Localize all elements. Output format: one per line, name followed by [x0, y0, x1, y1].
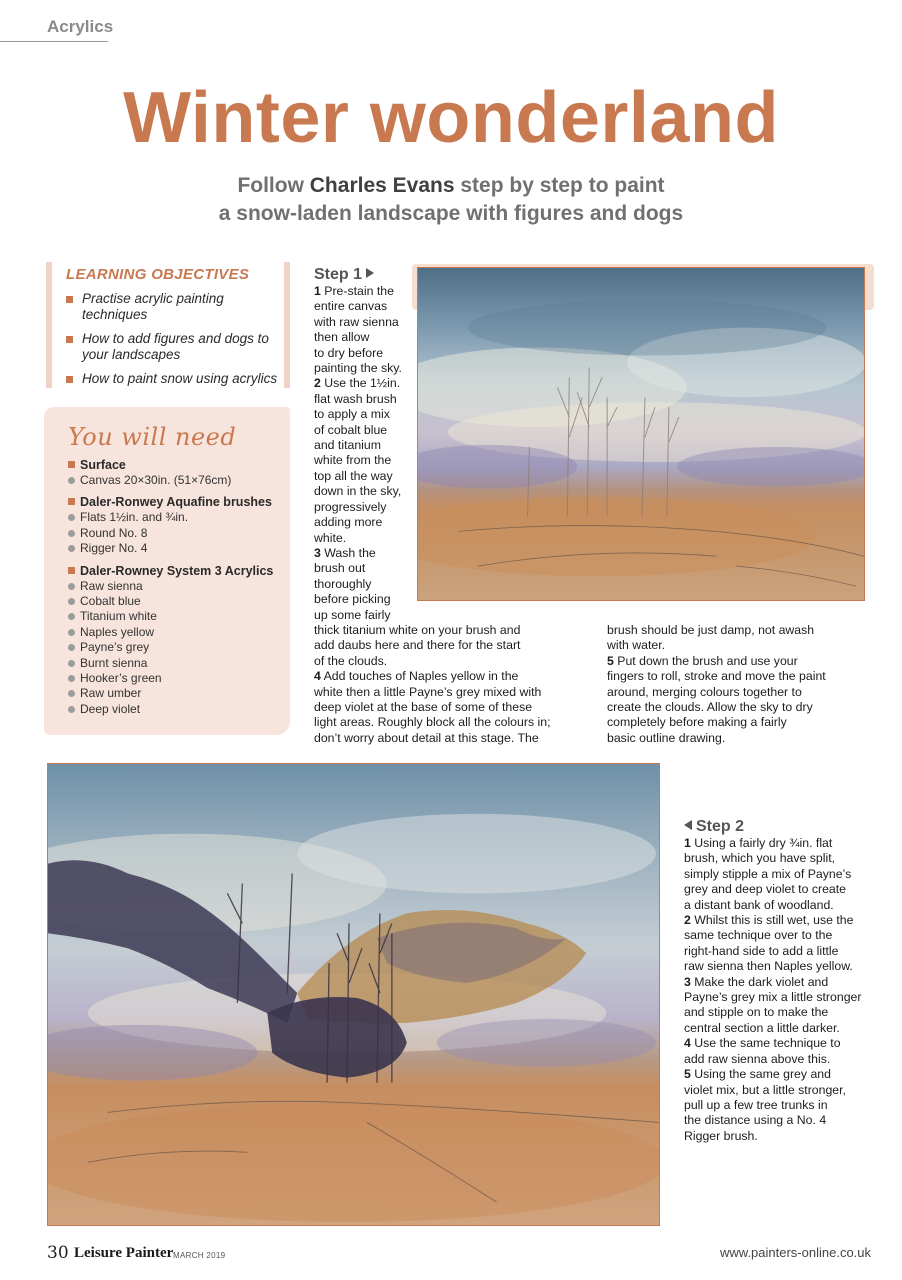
material-item: Flats 1½in. and ¾in.: [68, 510, 290, 525]
text-line-content: and stipple on to make the: [684, 1005, 829, 1020]
text-line-content: top all the way: [314, 468, 393, 483]
text-line: [684, 1129, 884, 1144]
you-will-need-heading: You will need: [68, 423, 237, 451]
text-line: [607, 669, 869, 684]
text-line: [684, 1083, 884, 1098]
text-line: [314, 500, 412, 515]
text-line: [314, 376, 412, 391]
surface-list: [68, 473, 290, 488]
text-line-content: fingers to roll, stroke and move the paint: [607, 669, 826, 684]
objective-item: How to add figures and dogs to your landscapes: [66, 331, 284, 363]
material-item: Rigger No. 4: [68, 541, 290, 556]
text-line: [684, 1052, 884, 1067]
text-line-content: brush, which you have split,: [684, 851, 836, 866]
text-line: [684, 1113, 884, 1128]
step1-text-narrow: [314, 284, 412, 623]
text-line-content: around, merging colours together to: [607, 684, 802, 699]
text-line-content: raw sienna then Naples yellow.: [684, 959, 853, 974]
text-line-content: painting the sky.: [314, 361, 402, 376]
step1-text-right: [607, 623, 869, 746]
text-line: [314, 284, 412, 299]
material-item: Naples yellow: [68, 625, 290, 640]
text-line-content: Add touches of Naples yellow in the: [320, 669, 519, 684]
text-line-content: Use the same technique to: [690, 1036, 841, 1051]
text-line-content: white from the: [314, 453, 392, 468]
text-line: [314, 715, 596, 730]
text-line-content: add raw sienna above this.: [684, 1051, 831, 1066]
text-line-content: central section a little darker.: [684, 1020, 840, 1035]
text-line-content: deep violet at the base of some of these: [314, 700, 533, 715]
text-line-content: Using a fairly dry ¾in. flat: [690, 836, 833, 850]
text-line-content: thoroughly: [314, 576, 372, 591]
arrow-left-icon: [684, 820, 692, 830]
step-number: 5: [684, 1067, 691, 1082]
text-line: [684, 882, 884, 897]
text-line-content: of the clouds.: [314, 653, 388, 668]
magazine-name: Leisure Painter: [74, 1245, 174, 1261]
text-line-content: Make the dark violet and: [690, 974, 829, 989]
text-line-content: white then a little Payne’s grey mixed with: [314, 684, 542, 699]
material-item: Round No. 8: [68, 526, 290, 541]
arrow-right-icon: [366, 268, 374, 278]
text-line: [684, 836, 884, 851]
text-line-content: the distance using a No. 4: [684, 1113, 827, 1128]
website-url: www.painters-online.co.uk: [720, 1245, 872, 1260]
text-line-content: pull up a few tree trunks in: [684, 1097, 828, 1112]
text-line: [314, 407, 412, 422]
material-item: Payne’s grey: [68, 640, 290, 655]
issue-date: MARCH 2019: [173, 1251, 226, 1260]
text-line: [314, 315, 412, 330]
material-item: Burnt sienna: [68, 656, 290, 671]
text-line-content: Put down the brush and use your: [613, 653, 798, 668]
step-number: 1: [314, 284, 321, 298]
text-line-content: Wash the: [320, 545, 376, 560]
text-line-content: simply stipple a mix of Payne’s: [684, 866, 852, 881]
text-line-content: right-hand side to add a little: [684, 943, 839, 958]
text-line: [314, 453, 412, 468]
text-line: [314, 592, 412, 607]
material-item: Deep violet: [68, 702, 290, 717]
standfirst-post: step by step to paint: [454, 174, 665, 197]
text-line-content: to apply a mix: [314, 407, 390, 422]
text-line-content: progressively: [314, 499, 387, 514]
material-item: Canvas 20×30in. (51×76cm): [68, 473, 290, 488]
text-line-content: of cobalt blue: [314, 422, 388, 437]
material-item: Titanium white: [68, 609, 290, 624]
text-line-content: brush out: [314, 561, 366, 576]
text-line: [314, 346, 412, 361]
step1-heading-text: Step 1: [314, 266, 363, 283]
step-number: 2: [684, 913, 691, 928]
text-line-content: light areas. Roughly block all the colours in;: [314, 715, 551, 730]
material-item: Raw sienna: [68, 579, 290, 594]
text-line-content: brush should be just damp, not awash: [607, 623, 815, 637]
text-line: [314, 299, 412, 314]
step-number: 1: [684, 836, 691, 850]
text-line: [314, 638, 596, 653]
step-number: 3: [684, 974, 691, 989]
text-line: [314, 438, 412, 453]
text-line: [684, 867, 884, 882]
material-item: Raw umber: [68, 686, 290, 701]
text-line-content: with water.: [607, 638, 666, 653]
material-item: Hooker’s green: [68, 671, 290, 686]
material-item: Cobalt blue: [68, 594, 290, 609]
paints-list: [68, 579, 290, 718]
standfirst: [0, 172, 902, 228]
text-line-content: violet mix, but a little stronger,: [684, 1082, 846, 1097]
page-number: 30: [47, 1243, 69, 1263]
text-line-content: create the clouds. Allow the sky to dry: [607, 700, 813, 715]
text-line: [314, 623, 596, 638]
text-line-content: Whilst this is still wet, use the: [690, 913, 854, 928]
standfirst-pre: Follow: [237, 174, 310, 197]
text-line-content: then allow: [314, 330, 370, 345]
text-line: [314, 423, 412, 438]
text-line: [684, 1021, 884, 1036]
text-line: [314, 515, 412, 530]
text-line-content: Use the 1½in.: [320, 376, 401, 391]
step-number: 2: [314, 376, 321, 391]
step2-text: [684, 836, 884, 1144]
text-line-content: entire canvas: [314, 299, 388, 314]
text-line: [607, 623, 869, 638]
text-line-content: before picking: [314, 592, 391, 607]
text-line: [684, 1098, 884, 1113]
objective-item: Practise acrylic painting techniques: [66, 291, 284, 323]
step2-painting-image: [48, 764, 659, 1225]
objective-item: How to paint snow using acrylics: [66, 371, 284, 387]
text-line: [607, 638, 869, 653]
brushes-list: [68, 510, 290, 556]
text-line: [684, 851, 884, 866]
text-line-content: completely before making a fairly: [607, 715, 787, 730]
text-line: [314, 731, 596, 746]
learning-objectives-box: [46, 262, 290, 388]
paints-label: Daler-Rowney System 3 Acrylics: [68, 563, 290, 579]
text-line: [314, 546, 412, 561]
step-number: 4: [684, 1036, 691, 1051]
text-line: [314, 608, 412, 623]
text-line: [314, 577, 412, 592]
text-line: [684, 975, 884, 990]
text-line: [684, 990, 884, 1005]
text-line: [607, 731, 869, 746]
step1-text-left: [314, 623, 596, 746]
author-name: Charles Evans: [309, 174, 455, 197]
step2-painting: [47, 763, 660, 1226]
step2-heading-text: Step 2: [696, 818, 745, 835]
text-line-content: to dry before: [314, 345, 384, 360]
text-line-content: flat wash brush: [314, 391, 397, 406]
text-line-content: a distant bank of woodland.: [684, 897, 834, 912]
text-line-content: down in the sky,: [314, 484, 402, 499]
step2-heading: [684, 818, 744, 836]
text-line-content: don’t worry about detail at this stage. The: [314, 730, 539, 745]
text-line: [314, 700, 596, 715]
standfirst-line2: a snow-laden landscape with figures and dogs: [218, 202, 684, 225]
text-line-content: with raw sienna: [314, 314, 399, 329]
text-line-content: basic outline drawing.: [607, 730, 726, 745]
section-tag: [0, 14, 114, 42]
objectives-heading: LEARNING OBJECTIVES: [66, 266, 250, 283]
surface-label: Surface: [68, 457, 290, 473]
text-line: [314, 654, 596, 669]
text-line: [314, 330, 412, 345]
step1-heading: [314, 266, 374, 284]
text-line: [314, 561, 412, 576]
article-title: Winter wonderland: [123, 78, 779, 158]
text-line-content: add daubs here and there for the start: [314, 638, 521, 653]
text-line-content: Rigger brush.: [684, 1128, 758, 1143]
text-line-content: thick titanium white on your brush and: [314, 623, 521, 637]
brushes-label: Daler-Ronwey Aquafine brushes: [68, 494, 290, 510]
section-label: Acrylics: [47, 17, 114, 36]
text-line: [314, 531, 412, 546]
step-number: 4: [314, 669, 321, 684]
text-line: [607, 654, 869, 669]
step1-painting: [417, 267, 865, 601]
text-line: [684, 1036, 884, 1051]
text-line: [607, 715, 869, 730]
text-line: [684, 928, 884, 943]
step1-painting-image: [418, 268, 864, 600]
step-number: 3: [314, 545, 321, 560]
text-line-content: grey and deep violet to create: [684, 882, 847, 897]
step-number: 5: [607, 653, 614, 668]
text-line-content: Using the same grey and: [690, 1067, 831, 1082]
text-line: [607, 700, 869, 715]
text-line: [314, 685, 596, 700]
text-line-content: same technique over to the: [684, 928, 833, 943]
text-line: [684, 898, 884, 913]
text-line: [314, 361, 412, 376]
you-will-need-box: [44, 407, 290, 735]
text-line-content: Pre-stain the: [320, 284, 394, 298]
text-line: [314, 669, 596, 684]
text-line: [684, 1067, 884, 1082]
text-line: [684, 959, 884, 974]
text-line-content: and titanium: [314, 438, 381, 453]
text-line-content: white.: [314, 530, 347, 545]
objectives-list: [66, 291, 284, 387]
text-line: [607, 685, 869, 700]
text-line-content: adding more: [314, 515, 383, 530]
text-line: [684, 1005, 884, 1020]
text-line-content: up some fairly: [314, 607, 391, 622]
text-line: [684, 944, 884, 959]
text-line: [314, 469, 412, 484]
text-line-content: Payne’s grey mix a little stronger: [684, 990, 862, 1005]
text-line: [314, 392, 412, 407]
text-line: [314, 484, 412, 499]
text-line: [684, 913, 884, 928]
